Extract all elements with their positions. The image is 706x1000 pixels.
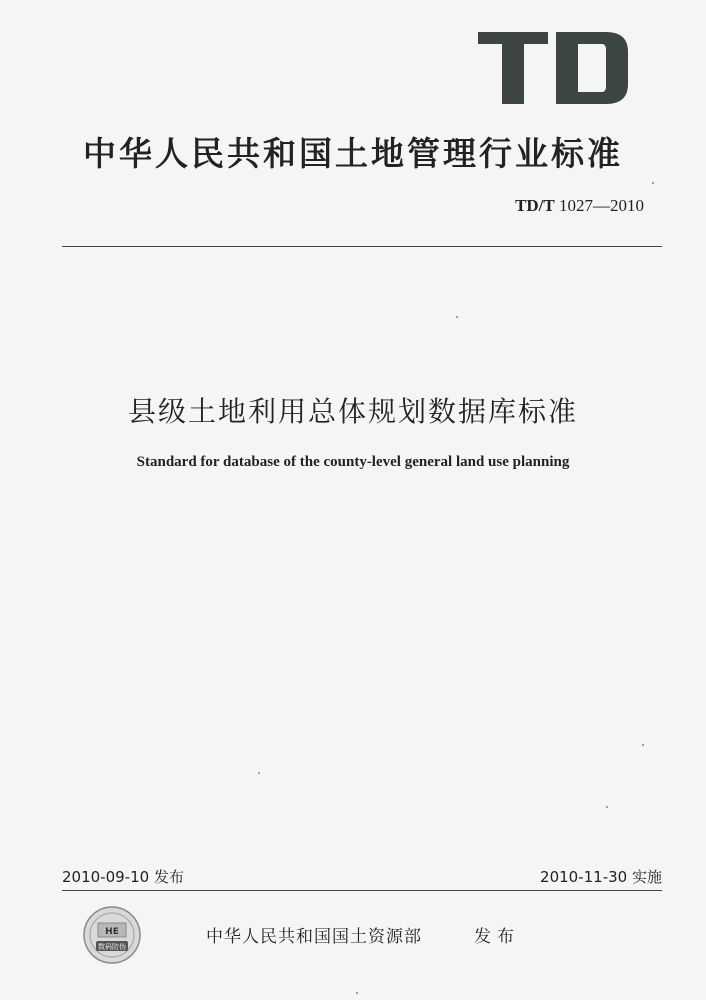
- svg-text:HE: HE: [105, 927, 119, 937]
- publish-label: 发布: [474, 927, 520, 947]
- standard-year: 1027—2010: [559, 196, 644, 215]
- scan-speck: [258, 772, 260, 774]
- document-subtitle-english: Standard for database of the county-level general land use planning: [136, 454, 570, 470]
- top-divider: [62, 246, 662, 247]
- standard-code: TD/T: [515, 196, 555, 215]
- seal-icon: [82, 905, 142, 965]
- td-logo: [478, 32, 628, 104]
- scan-speck: [652, 182, 654, 184]
- standard-number: [515, 196, 644, 216]
- scan-speck: [606, 806, 608, 808]
- td-logo-graphic: [478, 32, 628, 104]
- scan-speck: [356, 992, 358, 994]
- industry-standard-title: 中华人民共和国土地管理行业标准: [83, 134, 623, 173]
- bottom-divider: [62, 890, 662, 891]
- seal-label: 数码防伪: [98, 943, 126, 951]
- document-title: 县级土地利用总体规划数据库标准: [127, 395, 578, 428]
- publisher-name: 中华人民共和国国土资源部: [206, 927, 422, 947]
- scan-speck: [642, 744, 644, 746]
- issue-date: 2010-09-10 发布: [62, 868, 184, 886]
- anti-counterfeit-seal: [82, 905, 142, 965]
- scan-speck: [456, 316, 458, 318]
- implement-date: 2010-11-30 实施: [540, 868, 662, 886]
